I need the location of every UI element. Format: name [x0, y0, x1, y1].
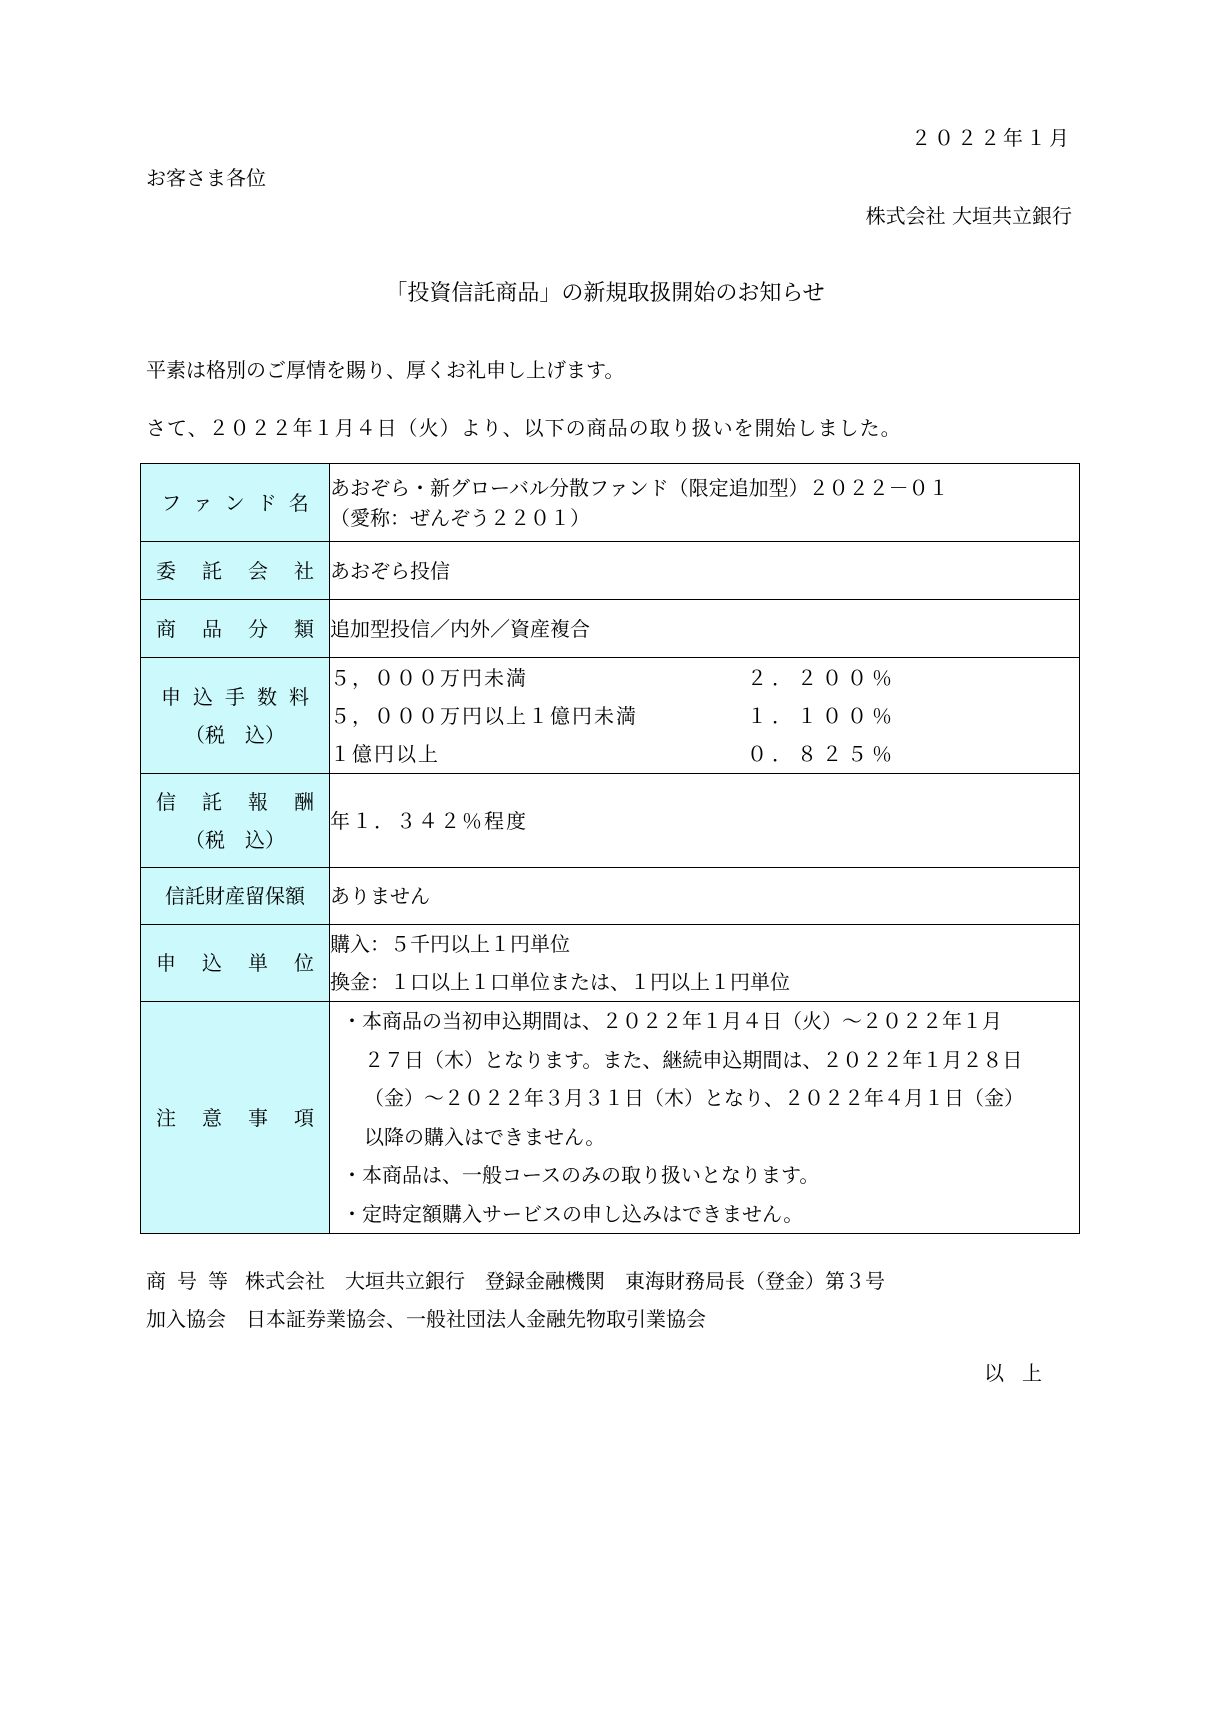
- document-title: 「投資信託商品」の新規取扱開始のお知らせ: [385, 281, 825, 306]
- company-label: 商号等: [146, 1269, 239, 1293]
- note-item: ・本商品は、一般コースのみの取り扱いとなります。: [342, 1163, 820, 1187]
- value-retention: ありません: [330, 868, 1080, 925]
- value-trust-fee: 年１．３４２％程度: [330, 774, 1080, 868]
- unit-purchase: 購入：５千円以上１円単位: [330, 932, 570, 956]
- header-manager: 委託会社: [141, 542, 330, 600]
- fee-tier-row: １億円以上 ０．８２５％: [330, 741, 897, 766]
- value-notes: [330, 1002, 1080, 1234]
- value-fund-name: [330, 464, 1080, 542]
- note-item: ・定時定額購入サービスの申し込みはできません。: [342, 1201, 804, 1226]
- note-continuation: （金）～２０２２年３月３１日（木）となり、２０２２年４月１日（金）: [364, 1086, 1024, 1110]
- row-category: [141, 600, 1080, 658]
- note-item: ・本商品の当初申込期間は、２０２２年１月４日（火）～２０２２年１月: [342, 1009, 1002, 1033]
- header-unit: 申込単位: [141, 925, 330, 1002]
- closing-mark: 以上: [984, 1361, 1060, 1385]
- fund-name-line2: （愛称：ぜんぞう２２０１）: [330, 505, 590, 530]
- sender-name: 株式会社 大垣共立銀行: [865, 204, 1072, 228]
- value-subscription-fee: [330, 658, 1080, 774]
- header-retention: 信託財産留保額: [141, 868, 330, 925]
- header-category: 商品分類: [141, 600, 330, 658]
- row-notes: [141, 1002, 1080, 1234]
- row-trust-fee: [141, 774, 1080, 868]
- fee-tier-row: ５，０００万円以上１億円未満 １．１００％: [330, 703, 897, 728]
- association-membership: [146, 1303, 706, 1332]
- row-retention: [141, 868, 1080, 925]
- value-unit: [330, 925, 1080, 1002]
- header-fund-name: ファンド名: [141, 464, 330, 542]
- product-info-table: [140, 463, 1080, 1234]
- row-manager: [141, 542, 1080, 600]
- row-unit: [141, 925, 1080, 1002]
- header-subscription-fee: 申込手数料 （税 込）: [141, 658, 330, 774]
- unit-redemption: 換金：１口以上１口単位または、１円以上１円単位: [330, 970, 790, 994]
- value-category: 追加型投信／内外／資産複合: [330, 600, 1080, 658]
- fund-name-line1: あおぞら・新グローバル分散ファンド（限定追加型）２０２２－０１: [330, 475, 949, 500]
- note-continuation: 以降の購入はできません。: [364, 1124, 606, 1149]
- header-notes: 注意事項: [141, 1002, 330, 1234]
- company-value: 株式会社 大垣共立銀行 登録金融機関 東海財務局長（登金）第３号: [245, 1269, 885, 1293]
- association-label: 加入協会: [146, 1307, 226, 1331]
- document-date: ２０２２年１月: [911, 126, 1072, 150]
- header-trust-fee: 信託報酬 （税 込）: [141, 774, 330, 868]
- note-continuation: ２７日（木）となります。また、継続申込期間は、２０２２年１月２８日: [364, 1047, 1023, 1072]
- row-subscription-fee: [141, 658, 1080, 774]
- fee-tier-row: ５，０００万円未満 ２．２００％: [330, 665, 897, 690]
- recipient: お客さま各位: [146, 166, 266, 190]
- value-manager: あおぞら投信: [330, 542, 1080, 600]
- intro-text: さて、２０２２年１月４日（火）より、以下の商品の取り扱いを開始しました。: [146, 416, 902, 440]
- association-value: 日本証券業協会、一般社団法人金融先物取引業協会: [246, 1307, 706, 1331]
- row-fund-name: [141, 464, 1080, 542]
- greeting-text: 平素は格別のご厚情を賜り、厚くお礼申し上げます。: [146, 358, 625, 382]
- company-registration: [146, 1265, 885, 1294]
